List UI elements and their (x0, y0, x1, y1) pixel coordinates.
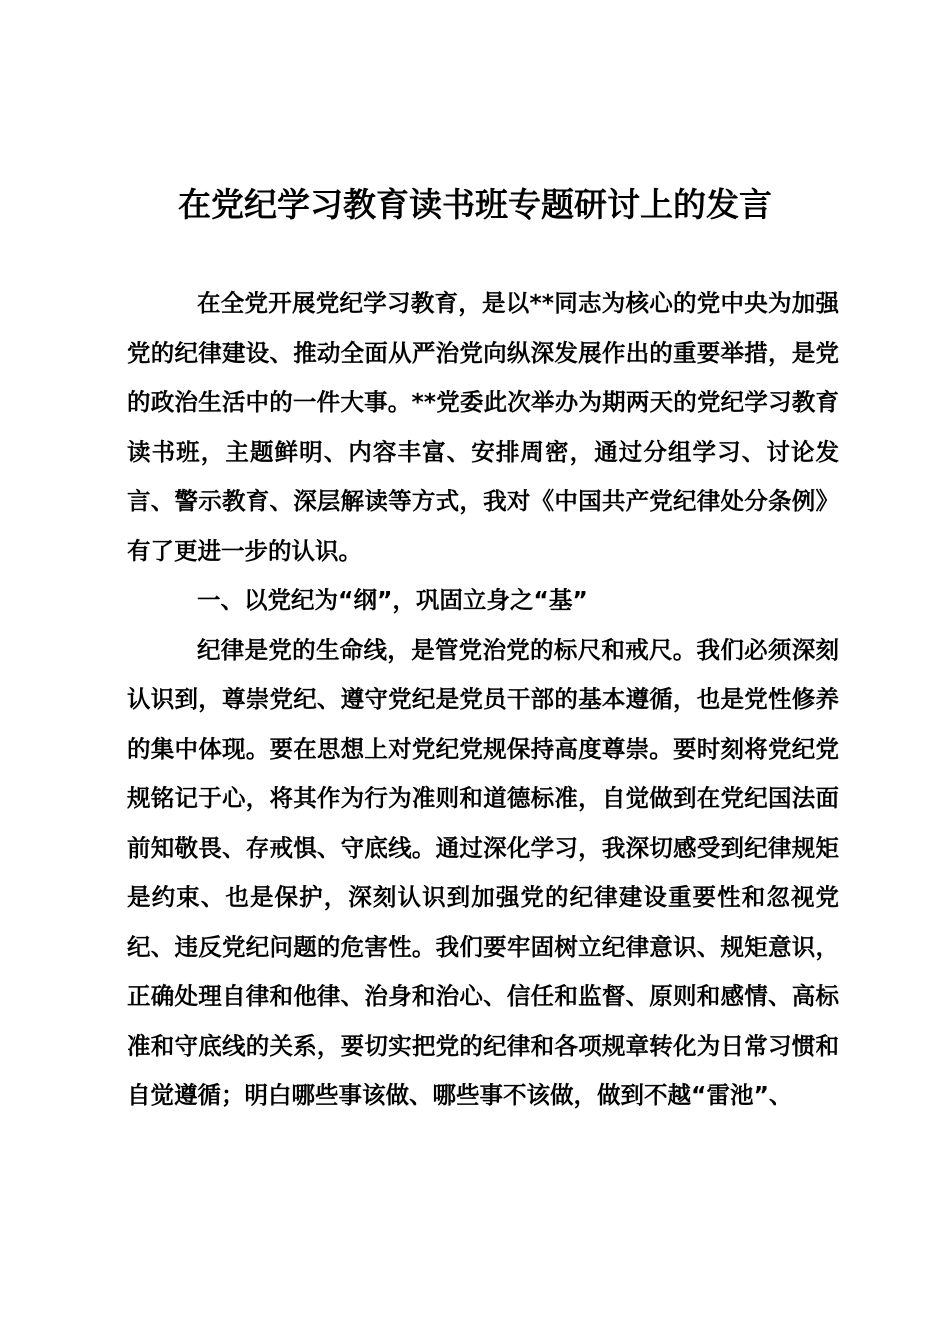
intro-paragraph: 在全党开展党纪学习教育，是以**同志为核心的党中央为加强党的纪律建设、推动全面从严治党向纵深发展作出的重要举措，是党的政治生活中的一件大事。**党委此次举办为期两天的党纪学习教育读书班，主题鲜明、内容丰富、安排周密，通过分组学习、讨论发言、警示教育、深层解读等方式，我对《中国共产党纪律处分条例》有了更进一步的认识。 (127, 289, 839, 565)
section-paragraph: 纪律是党的生命线，是管党治党的标尺和戒尺。我们必须深刻认识到，尊崇党纪、遵守党纪是党员干部的基本遵循，也是党性修养的集中体现。要在思想上对党纪党规保持高度尊崇。要时刻将党纪党规铭记于心，将其作为行为准则和道德标准，自觉做到在党纪国法面前知敬畏、存戒惧、守底线。通过深化学习，我深切感受到纪律规矩是约束、也是保护，深刻认识到加强党的纪律建设重要性和忽视党纪、违反党纪问题的危害性。我们要牢固树立纪律意识、规矩意识，正确处理自律和他律、治身和治心、信任和监督、原则和感情、高标准和守底线的关系，要切实把党的纪律和各项规章转化为日常习惯和自觉遵循；明白哪些事该做、哪些事不该做，做到不越“雷池”、 (127, 635, 839, 1109)
section-heading: 一、以党纪为“纲”，巩固立身之“基” (197, 586, 588, 614)
document-title: 在党纪学习教育读书班专题研讨上的发言 (178, 185, 772, 224)
document-body (127, 279, 839, 1121)
